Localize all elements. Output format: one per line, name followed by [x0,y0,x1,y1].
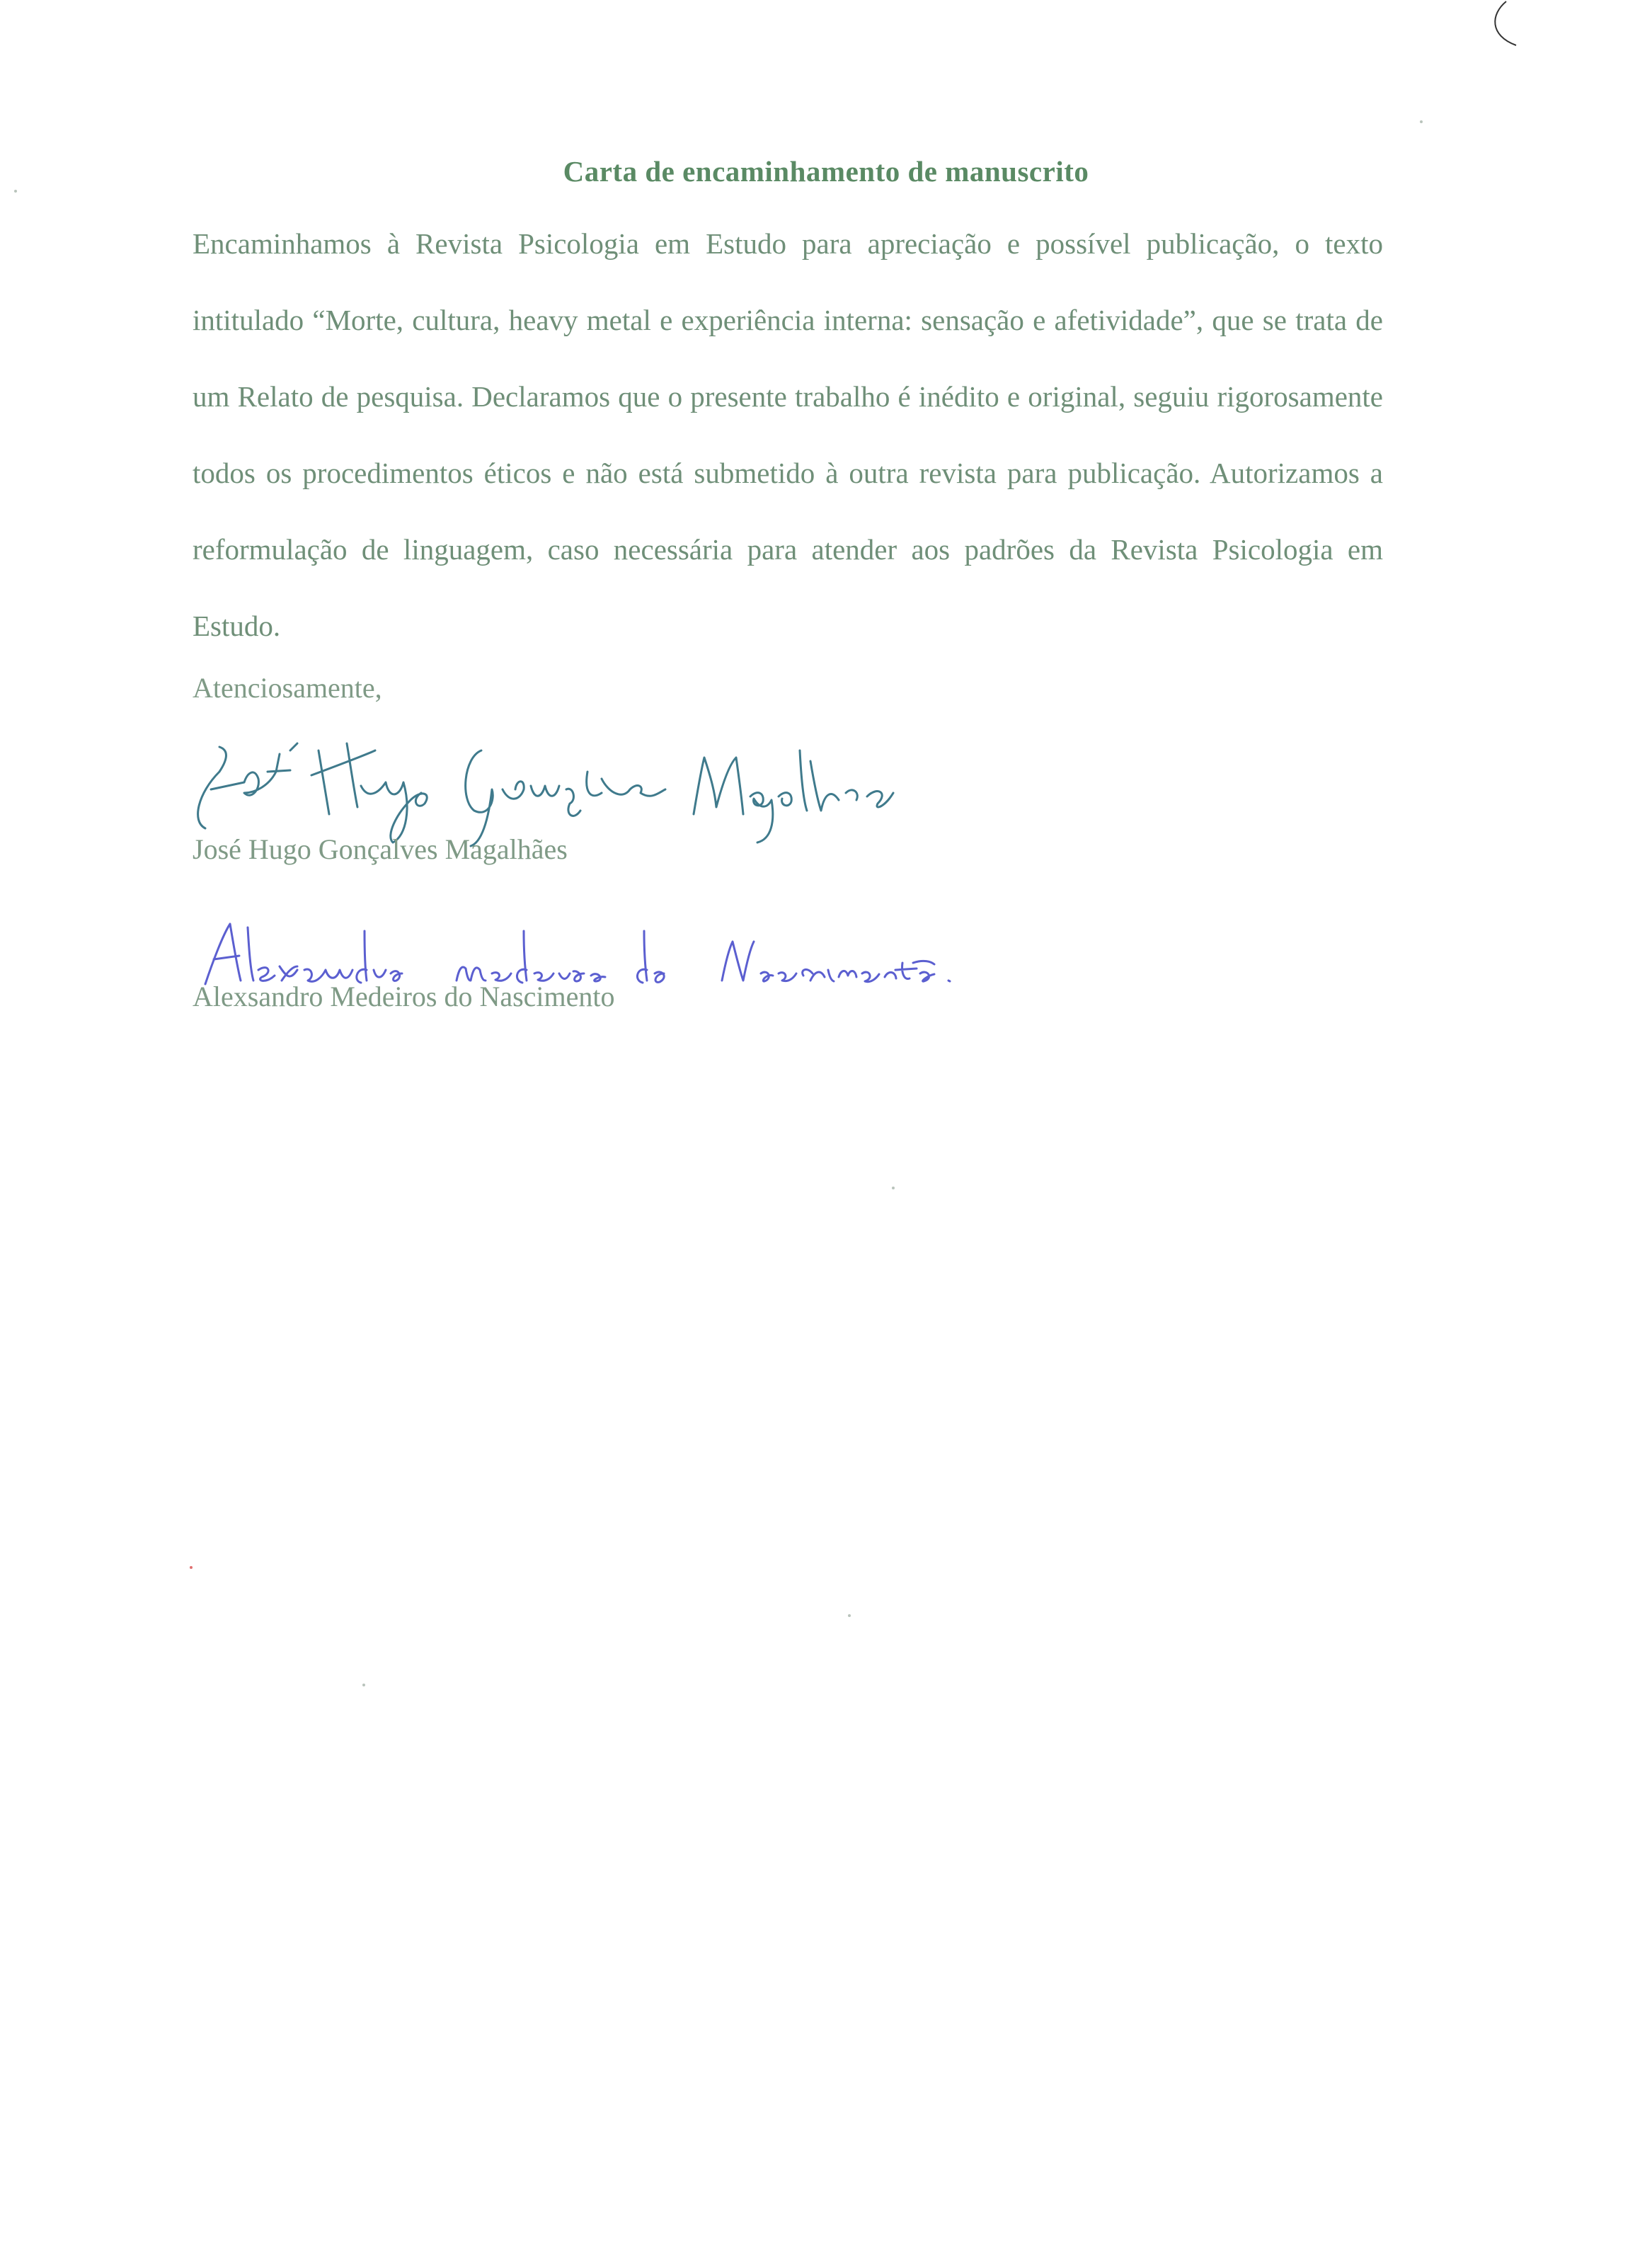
scan-speck [362,1684,365,1686]
signature-1 [177,722,899,850]
scan-corner-mark [1485,0,1520,50]
scan-speck [848,1614,851,1617]
scan-speck [190,1566,193,1569]
scan-speck [1420,120,1423,123]
signatory-2-name: Alexsandro Medeiros do Nascimento [193,981,615,1012]
letter-title: Carta de encaminhamento de manuscrito [563,155,1089,188]
signatory-1-name: José Hugo Gonçalves Magalhães [193,833,568,865]
scan-speck [892,1187,895,1189]
letter-closing: Atenciosamente, [193,672,382,704]
letter-body: Encaminhamos à Revista Psicologia em Estudo para apreciação e possível publicação, o texto intitulado “Morte, cultura, heavy metal e experiência interna: sensação e afetividade”, que se trata de um Relato de pesquisa. Declaramos que o presente trabalho é inédito e original, seguiu rigorosamente todos os procedimentos éticos e não está submetido à outra revista para publicação. Autorizamos a reformulação de linguagem, caso necessária para atender aos padrões da Revista Psicologia em Estudo. [193,227,1383,642]
scan-speck [14,190,17,193]
